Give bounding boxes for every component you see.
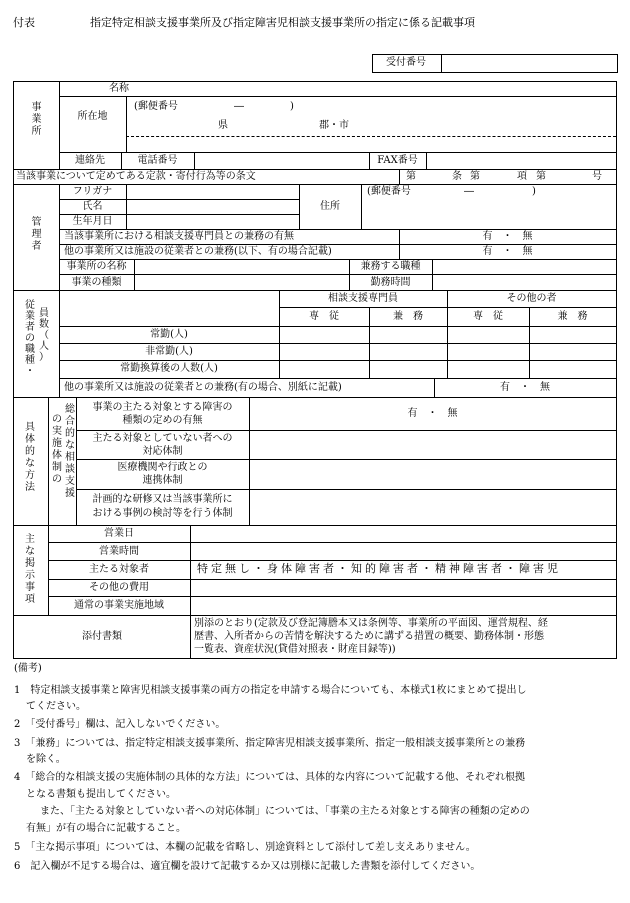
system-row2-label-line2: 対応体制 bbox=[142, 446, 183, 457]
notice-business-days-field[interactable] bbox=[191, 526, 615, 541]
office-name-field[interactable] bbox=[154, 83, 614, 96]
system-row4-field[interactable] bbox=[250, 490, 615, 524]
staff-section-label-col1: 従 業 者 の 職 種 ・ bbox=[25, 300, 35, 377]
manager-address-field[interactable] bbox=[362, 200, 615, 228]
note-2: 2 「受付番号」欄は、記入しないでください。 bbox=[14, 719, 226, 730]
manager-concurrent-other-label: 他の事業所又は施設の従業者との兼務(以下、有の場合記載) bbox=[64, 246, 332, 257]
manager-address-label: 住所 bbox=[320, 201, 340, 212]
articles-dai-2: 第 bbox=[470, 171, 480, 182]
note-4-line-4: 有無」が有の場合に記載すること。 bbox=[26, 823, 186, 834]
system-row2-label-line1: 主たる対象としていない者への bbox=[92, 433, 233, 444]
note-3-line-2: を除く。 bbox=[26, 754, 66, 765]
office-section-label: 事 業 所 bbox=[31, 102, 42, 137]
staff-concurrent-other-label: 他の事業所又は施設の従業者との兼務(有の場合、別紙に記載) bbox=[64, 382, 342, 393]
notice-target-label: 主たる対象者 bbox=[89, 564, 149, 575]
articles-dai-1: 第 bbox=[406, 171, 416, 182]
manager-postal-dash: ― bbox=[464, 186, 474, 197]
note-5: 5 「主な掲示事項」については、本欄の記載を省略し、別途資料として添付して差し支えありません。 bbox=[14, 842, 476, 853]
system-row1-label-line2: 種類の定めの有無 bbox=[122, 415, 203, 426]
manager-work-hours-field[interactable] bbox=[433, 275, 615, 289]
page-title: 指定特定相談支援事業所及び指定障害児相談支援事業所の指定に係る記載事項 bbox=[90, 16, 475, 29]
notice-target-choice[interactable]: 特定無し・身体障害者・知的障害者・精神障害者・障害児 bbox=[197, 562, 561, 575]
articles-dai-3: 第 bbox=[536, 171, 546, 182]
office-postal-label: (郵便番号 bbox=[134, 101, 178, 112]
staff-specialist-header: 相談支援専門員 bbox=[328, 293, 398, 304]
system-row3-field[interactable] bbox=[250, 460, 615, 488]
system-row2-field[interactable] bbox=[250, 431, 615, 458]
manager-other-office-name-field[interactable] bbox=[135, 260, 348, 273]
manager-name-label: 氏名 bbox=[82, 201, 103, 212]
attachments-line-1: 別添のとおり(定款及び登記簿謄本又は条例等、事業所の平面図、運営規程、経 bbox=[194, 618, 548, 629]
office-fax-field[interactable] bbox=[427, 153, 615, 168]
staff-row-fte-label: 常勤換算後の人数(人) bbox=[120, 363, 218, 374]
manager-concurrent-specialist-label: 当該事業所における相談支援専門員との兼務の有無 bbox=[64, 231, 294, 242]
system-row3-label-line2: 連携体制 bbox=[142, 475, 183, 486]
note-6: 6 記入欄が不足する場合は、適宜欄を設けて記載するか又は別様に記載した書類を添付してください。 bbox=[14, 861, 481, 872]
staff-row-fulltime-label: 常勤(人) bbox=[150, 329, 188, 340]
office-prefecture-label: 県 bbox=[218, 120, 228, 131]
office-contact-label: 連絡先 bbox=[75, 155, 105, 166]
manager-furigana-label: フリガナ bbox=[72, 186, 113, 197]
attachments-label: 添付書類 bbox=[82, 631, 122, 642]
notes-heading: (備考) bbox=[14, 663, 42, 674]
system-row4-label-line1: 計画的な研修又は当該事業所に bbox=[92, 494, 233, 505]
office-postal-dash: ― bbox=[234, 101, 244, 112]
articles-label: 当該事業について定めてある定款・寄付行為等の条文 bbox=[16, 171, 256, 182]
staff-others-concurrent-header: 兼 務 bbox=[557, 311, 588, 322]
system-inner-label-col2: の 実 施 体 制 の bbox=[52, 414, 62, 485]
system-inner-label-col1: 総 合 的 な 相 談 支 援 bbox=[65, 404, 75, 499]
note-1-line-1: 1 特定相談支援事業と障害児相談支援事業の両方の指定を申請する場合についても、本様式1枚にまとめて提出し bbox=[14, 685, 527, 696]
manager-postal-label: (郵便番号 bbox=[367, 186, 411, 197]
staff-section-label-col2: 員 数 （ 人 ） bbox=[39, 308, 49, 363]
notice-business-hours-label: 営業時間 bbox=[99, 546, 139, 557]
manager-furigana-field[interactable] bbox=[127, 185, 298, 198]
system-row3-label-line1: 医療機関や行政との bbox=[117, 462, 208, 473]
receipt-number-label: 受付番号 bbox=[386, 57, 426, 68]
office-postal-close: ) bbox=[290, 101, 294, 112]
manager-dob-label: 生年月日 bbox=[72, 216, 113, 227]
system-row1-label-line1: 事業の主たる対象とする障害の bbox=[92, 402, 233, 413]
manager-business-type-label: 事業の種類 bbox=[71, 277, 122, 288]
notice-other-costs-field[interactable] bbox=[191, 580, 615, 595]
office-city-label: 郡・市 bbox=[319, 120, 349, 131]
manager-name-field[interactable] bbox=[127, 200, 298, 213]
note-4-line-3: また、「主たる対象としていない者への対応体制」については、「事業の主たる対象とする障害の種類の定めの bbox=[40, 806, 530, 817]
notice-other-costs-label: その他の費用 bbox=[89, 582, 149, 593]
manager-business-type-field[interactable] bbox=[135, 275, 348, 289]
manager-concurrent-role-label: 兼務する職種 bbox=[360, 261, 421, 272]
manager-concurrent-role-field[interactable] bbox=[433, 260, 615, 273]
notice-area-field[interactable] bbox=[191, 597, 615, 614]
office-name-label: 名称 bbox=[109, 83, 129, 94]
articles-ko: 項 bbox=[517, 171, 527, 182]
attachments-line-2: 歴書、入所者からの苦情を解決するために講ずる措置の概要、勤務体制・形態 bbox=[194, 631, 544, 642]
form-table bbox=[13, 81, 617, 659]
attachments-line-3: 一覧表、資産状況(貸借対照表・財産目録等)) bbox=[194, 644, 396, 655]
note-3-line-1: 3 「兼務」については、指定特定相談支援事業所、指定障害児相談支援事業所、指定一般相談支援事業所との兼務 bbox=[14, 738, 526, 749]
staff-specialist-dedicated-header: 専 従 bbox=[309, 311, 339, 322]
articles-jo: 条 bbox=[452, 171, 462, 182]
manager-work-hours-label: 勤務時間 bbox=[370, 277, 411, 288]
office-phone-label: 電話番号 bbox=[137, 155, 178, 166]
manager-concurrent-other-choice[interactable]: 有 ・ 無 bbox=[482, 246, 533, 257]
note-1-line-2: てください。 bbox=[26, 701, 86, 712]
office-fax-label: FAX番号 bbox=[377, 155, 418, 166]
notice-area-label: 通常の事業実施地域 bbox=[74, 600, 164, 611]
staff-concurrent-other-choice[interactable]: 有 ・ 無 bbox=[500, 382, 550, 393]
staff-row-parttime-label: 非常勤(人) bbox=[145, 346, 193, 357]
office-phone-field[interactable] bbox=[195, 153, 368, 168]
manager-dob-field[interactable] bbox=[127, 215, 298, 228]
notice-business-days-label: 営業日 bbox=[104, 528, 134, 539]
notice-section-label: 主 な 掲 示 事 項 bbox=[25, 534, 35, 605]
receipt-number-field[interactable] bbox=[441, 55, 616, 71]
note-4-line-1: 4 「総合的な相談支援の実施体制の具体的な方法」については、具体的な内容について記載する他、それぞれ根拠 bbox=[14, 772, 525, 783]
manager-section-label: 管 理 者 bbox=[31, 217, 42, 252]
manager-concurrent-specialist-choice[interactable]: 有 ・ 無 bbox=[482, 231, 533, 242]
articles-go: 号 bbox=[592, 171, 602, 182]
notice-business-hours-field[interactable] bbox=[191, 543, 615, 559]
manager-other-office-name-label: 事業所の名称 bbox=[66, 261, 127, 272]
staff-others-dedicated-header: 専 従 bbox=[473, 311, 503, 322]
form-label: 付表 bbox=[13, 16, 35, 29]
staff-specialist-concurrent-header: 兼 務 bbox=[393, 311, 423, 322]
manager-postal-close: ) bbox=[532, 186, 536, 197]
staff-others-header: その他の者 bbox=[506, 293, 557, 304]
office-address-field[interactable] bbox=[127, 137, 615, 151]
system-outer-label: 具 体 的 な 方 法 bbox=[25, 422, 35, 493]
note-4-line-2: となる書類も提出してください。 bbox=[26, 789, 176, 800]
system-row4-label-line2: おける事例の検討等を行う体制 bbox=[92, 508, 233, 519]
office-address-label: 所在地 bbox=[77, 111, 108, 122]
system-row1-choice[interactable]: 有 ・ 無 bbox=[407, 408, 458, 419]
